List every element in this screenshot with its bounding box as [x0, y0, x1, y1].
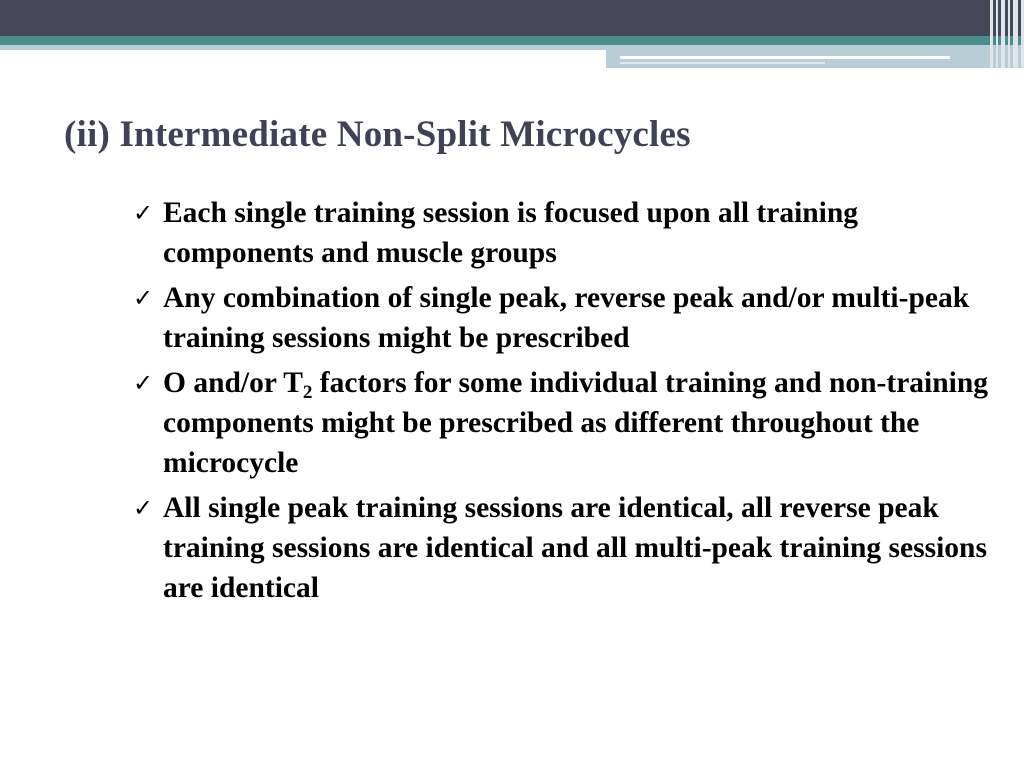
- bullet-list: [133, 193, 1003, 613]
- bullet-item: [133, 363, 1003, 483]
- bullet-text: [163, 367, 988, 479]
- header-accent-block: [606, 50, 1024, 68]
- checkmark-icon: ✓: [133, 494, 154, 522]
- bullet-text: Any combination of single peak, reverse peak and/or multi-peak training sessions might be prescribed: [163, 282, 970, 354]
- bullet-text: All single peak training sessions are identical, all reverse peak training sessions are identical and all multi-peak training sessions are identical: [163, 492, 987, 604]
- slide-title: (ii) Intermediate Non-Split Microcycles: [64, 114, 691, 155]
- header-teal-band: [0, 36, 1024, 45]
- bullet-item: [133, 278, 1003, 358]
- bullet-text-end: factors for some individual training and non-training components might be prescribed as different throughout the microcycle: [163, 367, 988, 479]
- bullet-item: [133, 488, 1003, 608]
- checkmark-icon: ✓: [133, 284, 154, 312]
- bullet-text: Each single training session is focused upon all training components and muscle groups: [163, 197, 859, 269]
- header-accent-line: [620, 56, 950, 59]
- bullet-text-start: O and/or T: [163, 367, 303, 399]
- header-dark-band: [0, 0, 1024, 36]
- header-stripes: [990, 0, 1024, 68]
- bullet-item: [133, 193, 1003, 273]
- checkmark-icon: ✓: [133, 369, 154, 397]
- checkmark-icon: ✓: [133, 199, 154, 227]
- header-accent-line-short: [620, 62, 825, 64]
- subscript: 2: [302, 382, 313, 403]
